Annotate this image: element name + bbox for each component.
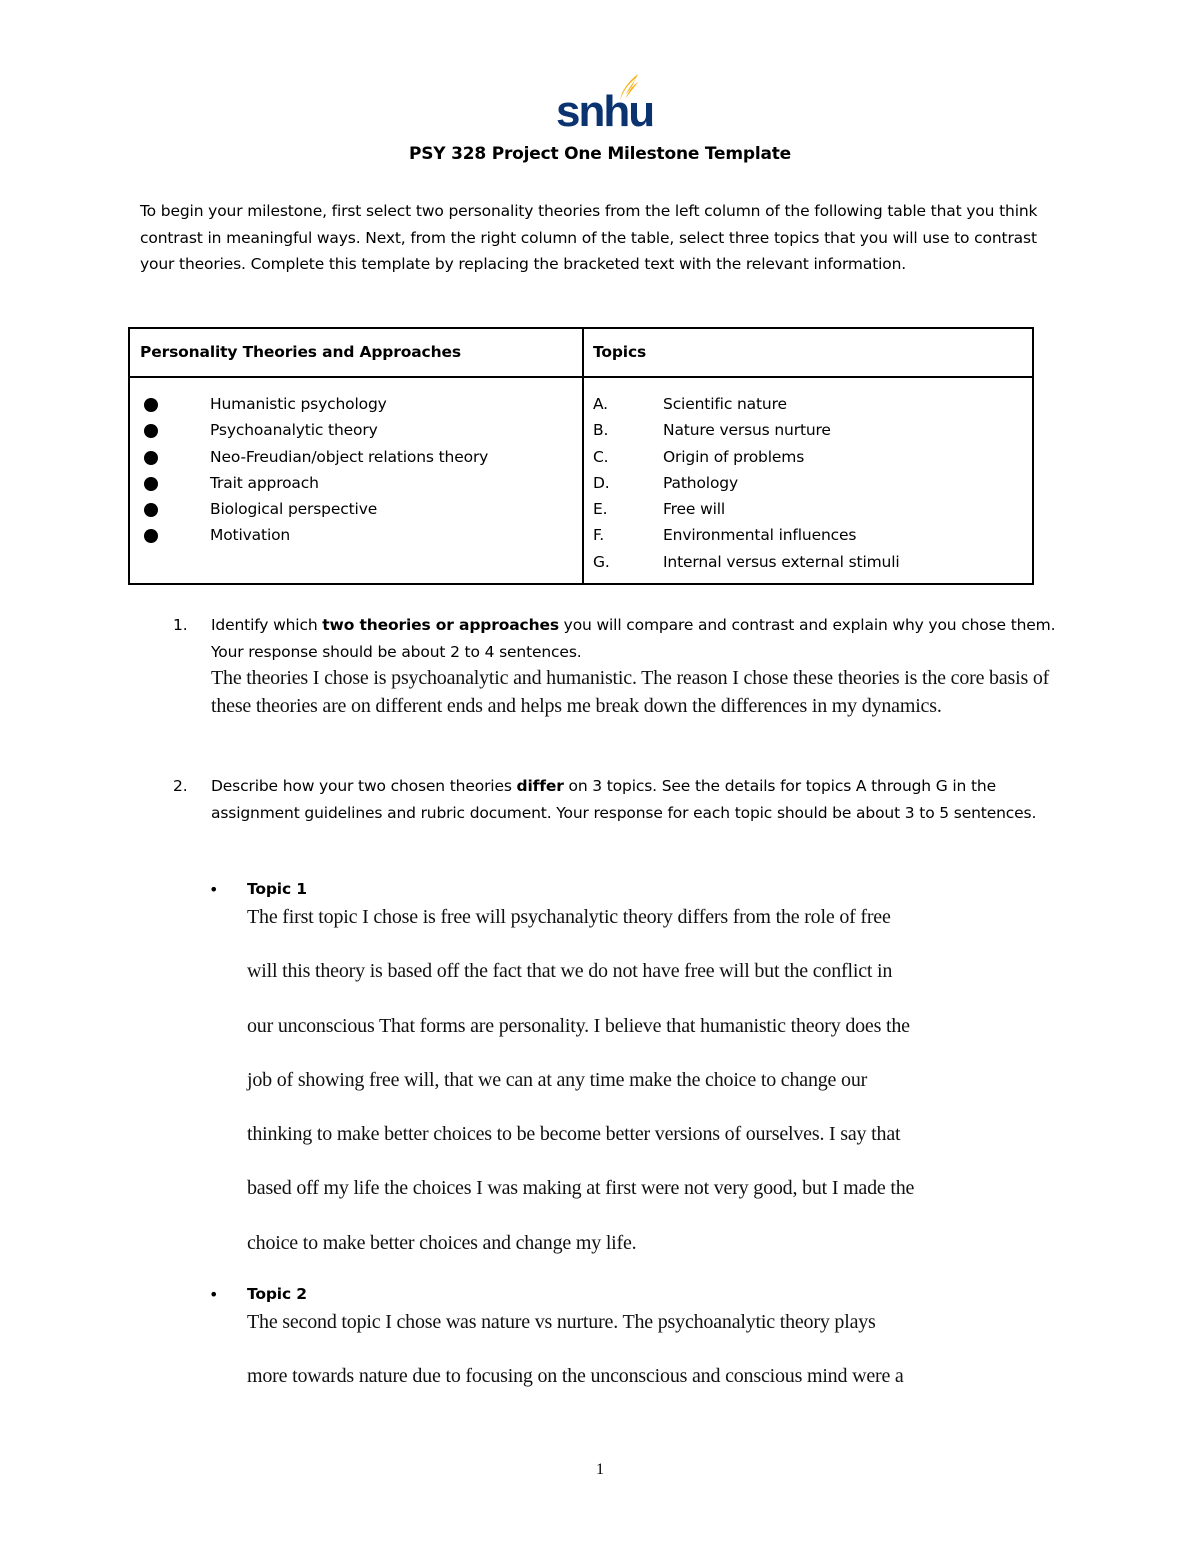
bullet-icon [144, 451, 158, 465]
bullet-icon [144, 424, 158, 438]
bullet-icon [144, 529, 158, 543]
question-1-prompt: Identify which two theories or approaches you will compare and contrast and explain why you chose them. Your response should be about 2 to 4 sentences. [211, 616, 1056, 661]
logo-wordmark: snhu [556, 87, 654, 136]
bullet-icon: • [209, 1285, 219, 1304]
page-number: 1 [596, 1461, 604, 1478]
bullet-icon [144, 477, 158, 491]
question-2-number: 2. [173, 777, 188, 795]
question-1 [211, 612, 1071, 720]
question-2-prompt: Describe how your two chosen theories differ on 3 topics. See the details for topics A through G in the assignment guidelines and rubric document. Your response for each topic should be about 3 to 5 sentences. [211, 777, 1037, 822]
bullet-icon: • [209, 880, 219, 899]
snhu-logo [556, 72, 654, 136]
question-1-number: 1. [173, 616, 188, 634]
column-divider [582, 329, 584, 583]
bullet-icon [144, 398, 158, 412]
topic-1-label: Topic 1 [247, 880, 307, 898]
page-title: PSY 328 Project One Milestone Template [408, 144, 792, 164]
topic-2-label: Topic 2 [247, 1285, 307, 1303]
topic-2-answer: The second topic I chose was nature vs nurture. The psychoanalytic theory plays more towards nature due to focusing on the unconscious and conscious mind were a [247, 1311, 904, 1388]
intro-paragraph: To begin your milestone, first select two personality theories from the left column of the following table that you think contrast in meaningful ways. Next, from the right column of the table, select three topics that you will use to contrast your theories. Complete this template by replacing the bracketed text with the relevant information. [140, 202, 1038, 273]
bullet-icon [144, 503, 158, 517]
question-1-answer: The theories I chose is psychoanalytic and humanistic. The reason I chose these theories is the core basis of these theories are on different ends and helps me break down the differences in my dynamics. [211, 667, 1050, 717]
theories-header: Personality Theories and Approaches [140, 343, 461, 361]
topic-1-answer: The first topic I chose is free will psychanalytic theory differs from the role of free will this theory is based off the fact that we do not have free will but the conflict in our unconscious That forms are personality. I believe that humanistic theory does the job of showing free will, that we can at any time make the choice to change our thinking to make better choices to be become better versions of ourselves. I say that based off my life the choices I was making at first were not very good, but I made the choice to make better choices and change my life. [247, 906, 915, 1254]
topics-header: Topics [593, 343, 647, 361]
theories-topics-table: Personality Theories and Approaches Topics Humanistic psychology Psychoanalytic theory Neo-Freudian/object relations theory Trait approach Biological perspective Motivation A. Scientific nature B. Nature versus nurture C. Origin of problems D. Pathology E. Free will F. Environmental influences G. Internal versus external stimuli [128, 327, 1034, 585]
